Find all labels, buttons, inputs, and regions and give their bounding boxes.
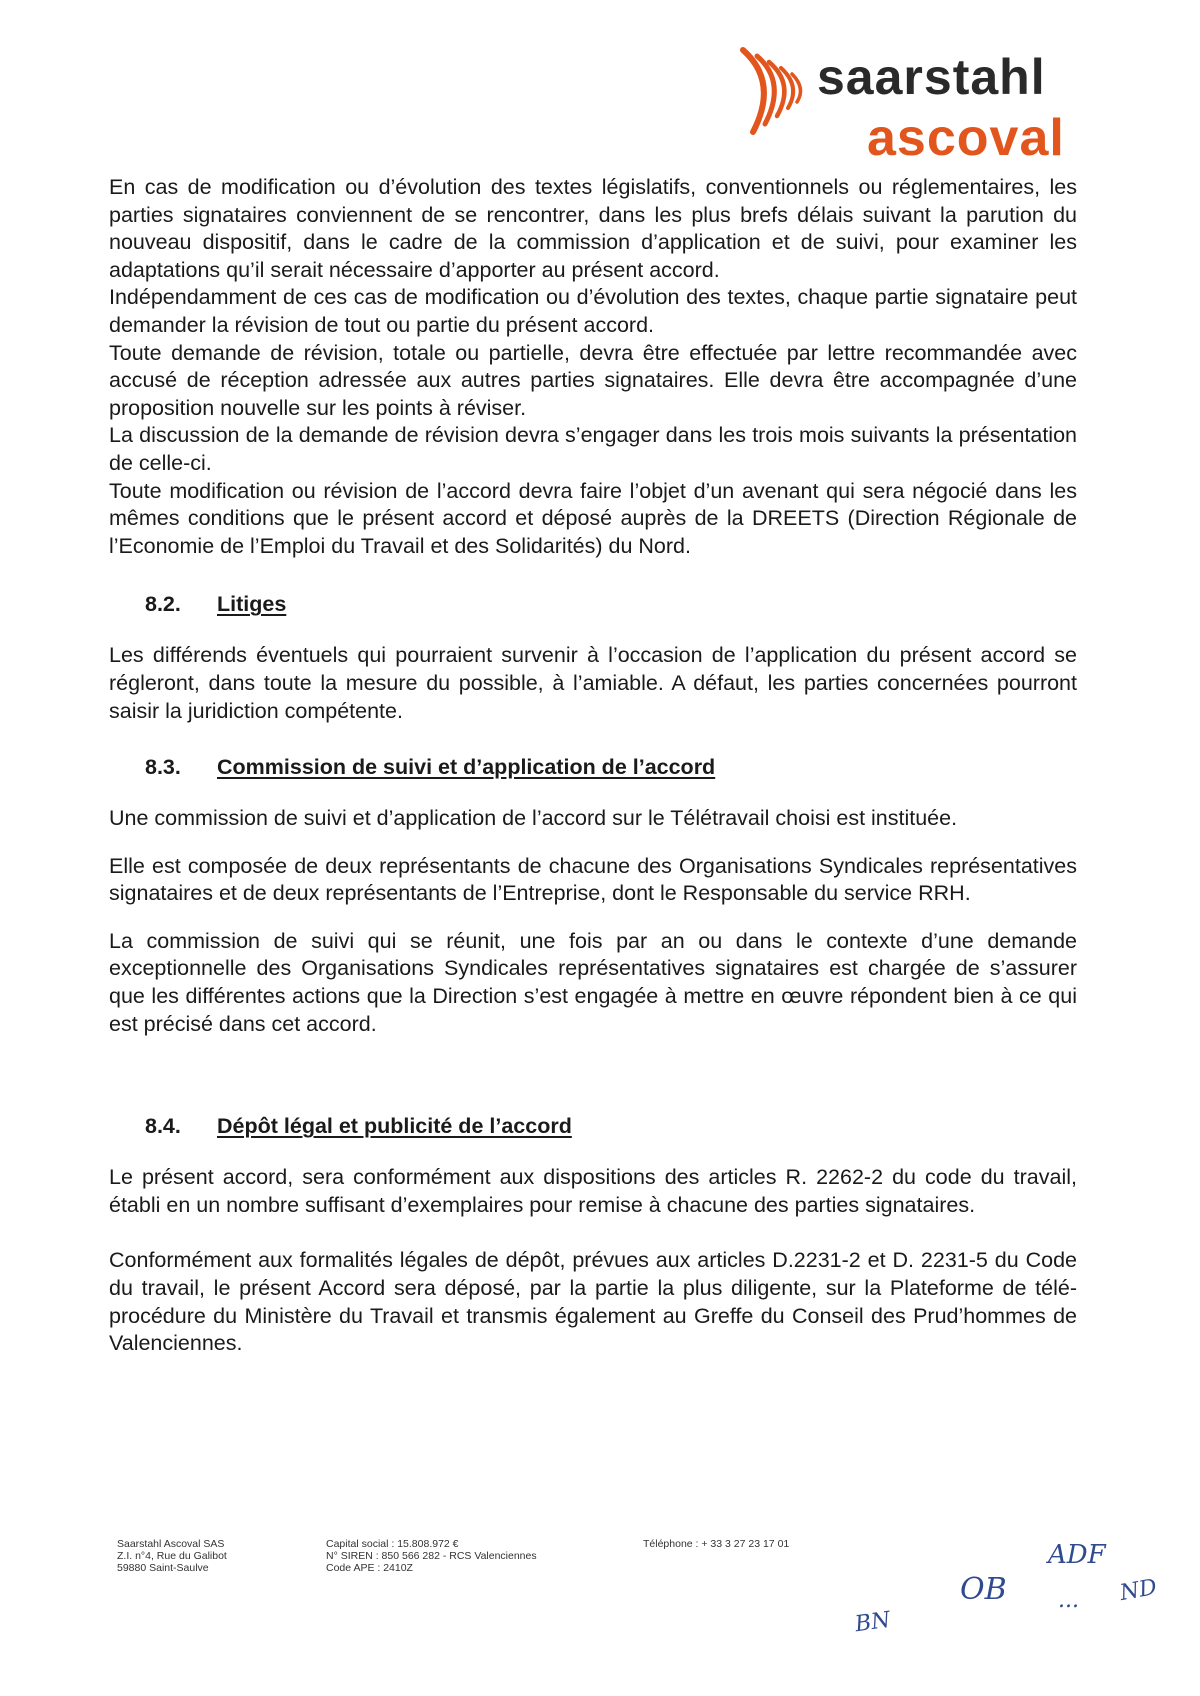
section-paragraph: Elle est composée de deux représentants de chacune des Organisations Syndicales représentatives signataires et de deux représentants de l’Entreprise, dont le Responsable du service RRH. — [109, 853, 1077, 906]
intro-paragraph: La discussion de la demande de révision devra s’engager dans les trois mois suivants la présentation de celle-ci. — [109, 423, 1077, 475]
footer-line: Capital social : 15.808.972 € — [326, 1538, 459, 1550]
handwritten-initials-bn: BN — [853, 1607, 892, 1638]
section-heading-commission — [109, 753, 1077, 781]
intro-paragraph: Indépendamment de ces cas de modification ou d’évolution des textes, chaque partie signataire peut demander la révision de tout ou partie du présent accord. — [109, 285, 1077, 337]
handwritten-initials-ob: OB — [960, 1572, 1007, 1607]
logo-waves-icon — [735, 44, 815, 139]
handwritten-initials-dots: ... — [1058, 1588, 1079, 1613]
section-heading-depot-legal — [109, 1112, 1077, 1140]
company-logo — [735, 44, 1075, 174]
intro-paragraph: En cas de modification ou d’évolution des textes législatifs, conventionnels ou réglementaires, les parties signataires conviennent de se rencontrer, dans les plus brefs délais suivant la parution du nouveau dispositif, dans le cadre de la commission d’application et de suivi, pour examiner les adaptations qu’il serait nécessaire d’apporter au présent accord. — [109, 175, 1077, 282]
section-number: 8.4. — [145, 1114, 181, 1139]
section-paragraph: Les différends éventuels qui pourraient survenir à l’occasion de l’application du présent accord se régleront, dans toute la mesure du possible, à l’amiable. A défaut, les parties concernées pourront saisir la juridiction compétente. — [109, 643, 1077, 723]
section-title: Dépôt légal et publicité de l’accord — [217, 1114, 572, 1139]
logo-text-saarstahl: saarstahl — [817, 49, 1046, 105]
section-paragraph: Conformément aux formalités légales de dépôt, prévues aux articles D.2231-2 et D. 2231-5 du Code du travail, le présent Accord sera déposé, par la partie la plus diligente, sur la Plateforme de télé-procédure du Ministère du Travail et transmis également au Greffe du Conseil des Prud’hommes de Valenciennes. — [109, 1248, 1077, 1356]
footer-line: Code APE : 2410Z — [326, 1562, 413, 1574]
section-number: 8.2. — [145, 592, 181, 617]
section-title: Commission de suivi et d’application de l’accord — [217, 755, 716, 780]
intro-paragraph: Toute demande de révision, totale ou partielle, devra être effectuée par lettre recommandée avec accusé de réception adressée aux autres parties signataires. Elle devra être accompagnée d’une proposition nouvelle sur les points à réviser. — [109, 340, 1077, 420]
intro-paragraph: Toute modification ou révision de l’accord devra faire l’objet d’un avenant qui sera négocié dans les mêmes conditions que le présent accord et déposé auprès de la DREETS (Direction Régionale de l’Economie de l’Emploi du Travail et des Solidarités) du Nord. — [109, 478, 1077, 558]
footer-company-address — [117, 1538, 227, 1574]
footer-line: Saarstahl Ascoval SAS — [117, 1538, 225, 1550]
section-paragraph: Le présent accord, sera conformément aux dispositions des articles R. 2262-2 du code du travail, établi en un nombre suffisant d’exemplaires pour remise à chacune des parties signataires. — [109, 1165, 1077, 1217]
intro-section — [109, 174, 1077, 560]
section-paragraph: Une commission de suivi et d’application de l’accord sur le Télétravail choisi est instituée. — [109, 806, 958, 831]
section-title: Litiges — [217, 592, 287, 617]
handwritten-initials-nd: ND — [1118, 1574, 1159, 1607]
footer-line: Téléphone : + 33 3 27 23 17 01 — [643, 1538, 790, 1550]
footer-line: Z.I. n°4, Rue du Galibot — [117, 1550, 227, 1562]
logo-text-ascoval: ascoval — [867, 109, 1065, 167]
section-number: 8.3. — [145, 755, 181, 780]
document-body — [109, 174, 1077, 1358]
section-paragraph: La commission de suivi qui se réunit, une fois par an ou dans le contexte d’une demande exceptionnelle des Organisations Syndicales représentatives signataires est chargée de s’assurer que les différentes actions que la Direction s’est engagée à mettre en œuvre répondent bien à ce qui est précisé dans cet accord. — [109, 928, 1077, 1036]
footer-line: 59880 Saint-Saulve — [117, 1562, 209, 1574]
footer-line: N° SIREN : 850 566 282 - RCS Valenciennes — [326, 1550, 537, 1562]
footer-company-phone — [643, 1538, 789, 1550]
footer-company-registration — [326, 1538, 537, 1574]
handwritten-initials-adf: ADF — [1048, 1540, 1106, 1570]
section-heading-litiges — [109, 590, 1077, 618]
